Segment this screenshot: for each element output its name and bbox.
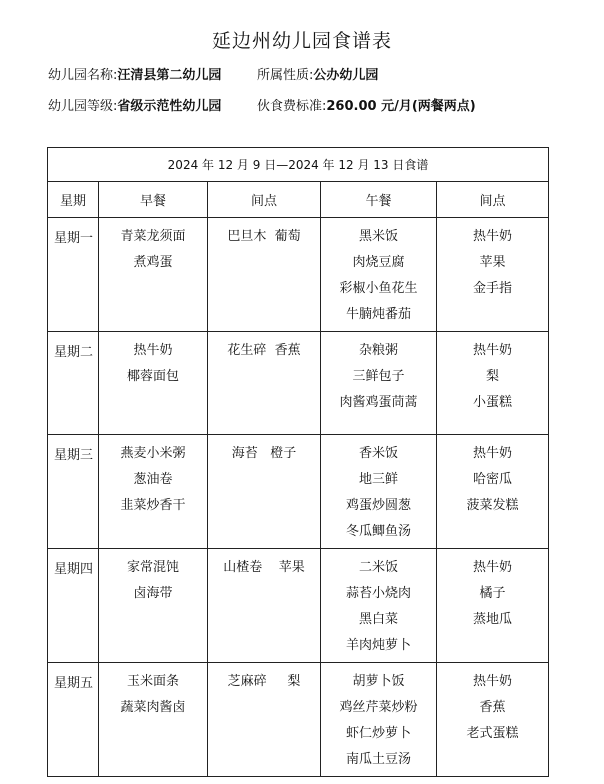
menu-item: 橘子 [479,586,506,601]
menu-item: 胡萝卜饭 [352,674,405,689]
menu-item: 菠菜发糕 [466,498,519,513]
menu-item: 黑白菜 [358,612,398,627]
breakfast-cell [99,549,208,663]
menu-item: 花生碎 香蕉 [227,343,301,358]
kindergarten-level-label: 幼儿园等级: [48,99,118,114]
menu-item: 蒸地瓜 [473,612,513,627]
snack-morning-cell [208,218,321,332]
menu-item: 热牛奶 [473,674,513,689]
header-lunch: 午餐 [321,182,437,218]
snack-morning-cell [208,332,321,435]
menu-item: 梨 [486,369,500,384]
menu-item: 热牛奶 [473,343,513,358]
breakfast-cell [99,332,208,435]
kindergarten-level [48,95,221,114]
snack-afternoon-cell [437,663,549,777]
menu-item: 燕麦小米粥 [120,446,186,461]
lunch-cell [321,663,437,777]
menu-item: 哈密瓜 [473,472,513,487]
menu-item: 香米饭 [358,446,398,461]
menu-item: 鸡蛋炒圆葱 [345,498,411,513]
menu-item: 二米饭 [358,560,398,575]
header-snack-morning: 间点 [208,182,321,218]
meal-fee-value: 260.00 元/月(两餐两点) [326,99,476,114]
meal-fee-label: 伙食费标准: [257,99,327,114]
menu-item: 杂粮粥 [358,343,398,358]
kindergarten-nature-value: 公办幼儿园 [313,68,379,83]
menu-item: 牛腩炖番茄 [345,307,411,322]
menu-item: 煮鸡蛋 [133,255,173,270]
menu-item: 玉米面条 [126,674,179,689]
menu-item: 韭菜炒香干 [120,498,186,513]
menu-item: 热牛奶 [133,343,173,358]
caption-row [48,148,549,182]
day-cell: 星期一 [48,218,99,332]
lunch-cell [321,435,437,549]
menu-item: 蔬菜肉酱卤 [120,700,186,715]
breakfast-cell [99,435,208,549]
menu-item: 小蛋糕 [473,395,513,410]
menu-item: 热牛奶 [473,446,513,461]
day-cell: 星期五 [48,663,99,777]
snack-morning-cell [208,435,321,549]
menu-item: 热牛奶 [473,229,513,244]
kindergarten-name-label: 幼儿园名称: [48,68,118,83]
menu-item: 冬瓜鲫鱼汤 [345,524,411,539]
menu-item: 椰蓉面包 [126,369,179,384]
menu-item: 南瓜土豆汤 [345,752,411,767]
meal-fee [257,95,476,114]
kindergarten-level-value: 省级示范性幼儿园 [117,99,222,114]
lunch-cell [321,332,437,435]
snack-afternoon-cell [437,218,549,332]
day-cell: 星期四 [48,549,99,663]
kindergarten-nature [257,64,378,83]
menu-item: 卤海带 [133,586,173,601]
menu-item: 彩椒小鱼花生 [339,281,418,296]
breakfast-cell [99,218,208,332]
table-row [48,549,549,663]
menu-table [47,147,549,777]
table-row [48,332,549,435]
menu-item: 地三鲜 [358,472,398,487]
header-breakfast: 早餐 [99,182,208,218]
snack-afternoon-cell [437,549,549,663]
breakfast-cell [99,663,208,777]
snack-morning-cell [208,663,321,777]
snack-afternoon-cell [437,435,549,549]
menu-item: 老式蛋糕 [466,726,519,741]
menu-item: 肉酱鸡蛋茼蒿 [339,395,418,410]
menu-item: 虾仁炒萝卜 [345,726,411,741]
menu-item: 青菜龙须面 [120,229,186,244]
menu-item: 蒜苔小烧肉 [345,586,411,601]
menu-item: 热牛奶 [473,560,513,575]
menu-item: 鸡丝芹菜炒粉 [339,700,418,715]
menu-item: 芝麻碎 梨 [227,674,301,689]
menu-body [48,218,549,777]
menu-item: 巴旦木 葡萄 [227,229,301,244]
menu-item: 肉烧豆腐 [352,255,405,270]
menu-item: 山楂卷 苹果 [223,560,305,575]
day-cell: 星期三 [48,435,99,549]
header-snack-afternoon: 间点 [437,182,549,218]
menu-date-range: 2024 年 12 月 9 日—2024 年 12 月 13 日食谱 [48,148,549,182]
lunch-cell [321,218,437,332]
lunch-cell [321,549,437,663]
menu-item: 金手指 [473,281,513,296]
table-row [48,218,549,332]
menu-item: 羊肉炖萝卜 [345,638,411,653]
menu-item: 海苔 橙子 [231,446,297,461]
kindergarten-name-value: 汪清县第二幼儿园 [117,68,222,83]
menu-item: 三鲜包子 [352,369,405,384]
day-cell: 星期二 [48,332,99,435]
menu-item: 葱油卷 [133,472,173,487]
header-row [48,182,549,218]
table-row [48,435,549,549]
menu-item: 香蕉 [479,700,506,715]
page-title: 延边州幼儿园食谱表 [211,30,392,52]
header-day: 星期 [48,182,99,218]
menu-item: 黑米饭 [358,229,398,244]
table-row [48,663,549,777]
menu-item: 苹果 [479,255,506,270]
kindergarten-nature-label: 所属性质: [257,68,314,83]
snack-afternoon-cell [437,332,549,435]
snack-morning-cell [208,549,321,663]
kindergarten-name [48,64,221,83]
menu-item: 家常混饨 [126,560,179,575]
